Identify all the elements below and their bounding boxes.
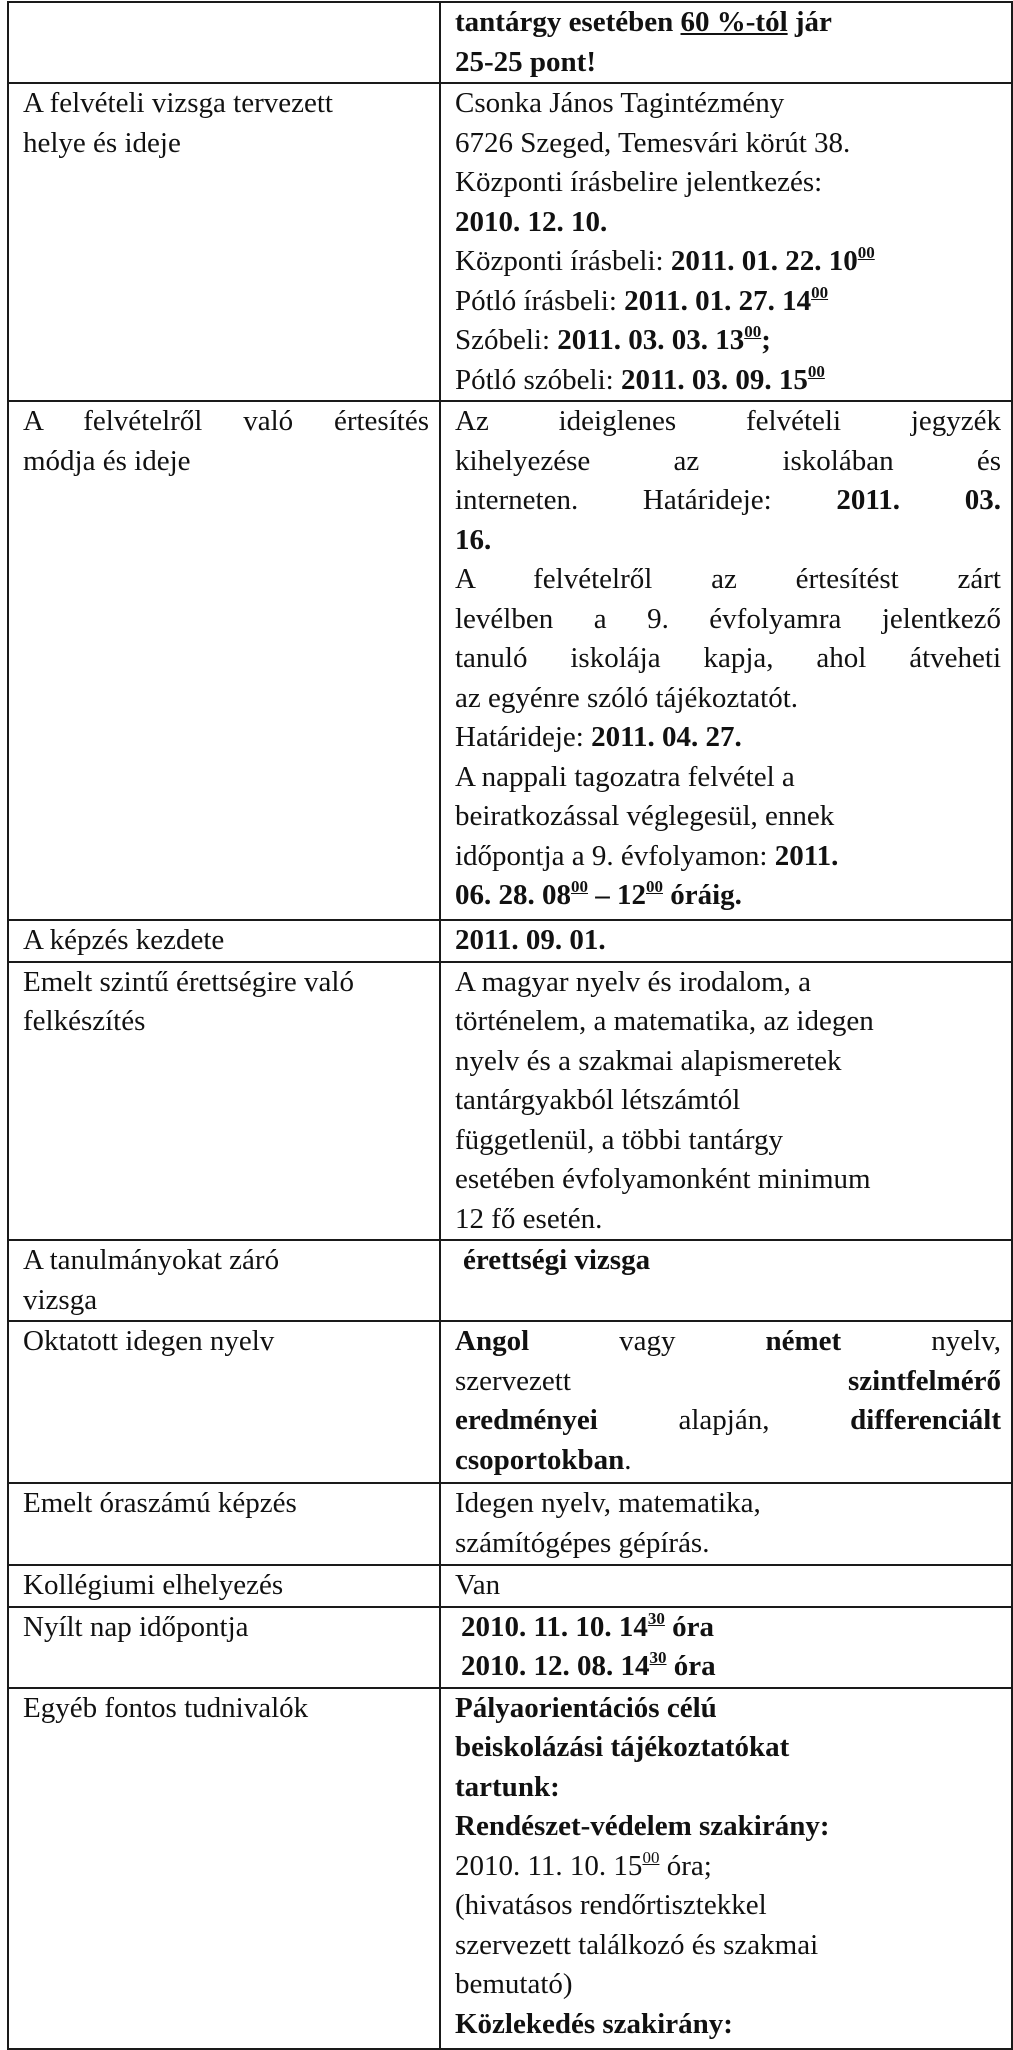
label-cell <box>8 1321 440 1483</box>
value-line: szervezett szintfelmérő <box>455 1364 1001 1397</box>
value-line: Angol vagy német nyelv, <box>455 1325 1001 1357</box>
continuation-line-2: 25-25 pont! <box>455 45 596 78</box>
value-line: bemutató) <box>455 1968 573 2000</box>
label-cell <box>8 962 440 1241</box>
value-line: függetlenül, a többi tantárgy <box>455 1123 784 1156</box>
value-cell <box>440 920 1012 962</box>
value-line: 06. 28. $08^{00} - 12^{00}$ óráig. <box>455 877 742 911</box>
label-line: helye és ideje <box>23 126 181 159</box>
value-line: 12 fő esetén. <box>455 1202 603 1235</box>
table-row <box>8 401 1012 920</box>
value-line: kihelyezése az iskolában és <box>455 444 1001 477</box>
label-cell <box>8 1240 440 1321</box>
value-line: interneten. Határideje: 2011. 03. <box>455 484 1001 516</box>
value-line: Közlekedés szakirány: <box>455 2007 733 2040</box>
value-line: Pótló írásbeli: 2011. 01. 27. $14^{00}$ <box>455 282 829 317</box>
label-cell <box>8 1688 440 2049</box>
value-cell <box>440 2 1012 83</box>
value-line: Szóbeli: 2011. 03. 03. $13^{00}$; <box>455 322 771 356</box>
table-row <box>8 1321 1012 1483</box>
value-line: 2010. 12. 10. <box>455 205 608 238</box>
value-line: tanuló iskolája kapja, ahol átveheti <box>455 642 1001 674</box>
value-line: Pályaorientációs célú <box>455 1691 717 1724</box>
label-line: módja és ideje <box>23 444 191 477</box>
value-line: Idegen nyelv, matematika, <box>455 1487 761 1519</box>
table-row <box>8 2 1012 83</box>
table-row <box>8 920 1012 962</box>
table-row <box>8 1240 1012 1321</box>
label-cell <box>8 1565 440 1607</box>
table-row <box>8 962 1012 1241</box>
info-table <box>7 1 1013 2050</box>
value-line: Pótló szóbeli: 2011. 03. 09. $15^{00}$ <box>455 361 825 396</box>
label-cell <box>8 2 440 83</box>
label-line: Emelt szintű érettségire való <box>23 965 354 998</box>
value-line: időpontja a 9. évfolyamon: 2011. <box>455 839 839 872</box>
value-cell <box>440 1240 1012 1321</box>
label-cell <box>8 1483 440 1565</box>
label-line: Oktatott idegen nyelv <box>23 1325 275 1357</box>
value-cell <box>440 401 1012 920</box>
value-cell <box>440 1483 1012 1565</box>
value-line: 2011. 09. 01. <box>455 924 606 956</box>
value-line: 16. <box>455 523 492 556</box>
value-line: számítógépes gépírás. <box>455 1526 710 1559</box>
value-line: beiskolázási tájékoztatókat <box>455 1731 790 1763</box>
table-row <box>8 83 1012 401</box>
value-line: tartunk: <box>455 1770 560 1803</box>
value-line: beiratkozással véglegesül, ennek <box>455 800 835 832</box>
label-line: Emelt óraszámú képzés <box>23 1487 297 1519</box>
label-cell <box>8 920 440 962</box>
table-row <box>8 1607 1012 1688</box>
label-line: Kollégiumi elhelyezés <box>23 1569 284 1601</box>
value-line: A felvételről az értesítést zárt <box>455 563 1001 595</box>
table-row <box>8 1565 1012 1607</box>
value-line: nyelv és a szakmai alapismeretek <box>455 1044 842 1077</box>
label-line: A felvételi vizsga tervezett <box>23 87 333 119</box>
value-cell <box>440 83 1012 401</box>
value-line: 6726 Szeged, Temesvári körút 38. <box>455 126 851 159</box>
value-line: csoportokban. <box>455 1443 632 1476</box>
value-line: Központi írásbelire jelentkezés: <box>455 166 823 198</box>
value-line: Csonka János Tagintézmény <box>455 87 785 119</box>
label-line: A képzés kezdete <box>23 924 225 956</box>
value-line: tantárgyakból létszámtól <box>455 1084 741 1116</box>
label-cell <box>8 401 440 920</box>
value-cell <box>440 1688 1012 2049</box>
value-cell <box>440 962 1012 1241</box>
value-line: 2010. 11. 10. $15^{00}$ óra; <box>455 1847 712 1882</box>
label-line: Nyílt nap időpontja <box>23 1610 249 1643</box>
value-cell <box>440 1607 1012 1688</box>
value-line: Van <box>455 1569 501 1601</box>
table-row <box>8 1688 1012 2049</box>
label-cell <box>8 1607 440 1688</box>
value-line: szervezett találkozó és szakmai <box>455 1928 819 1961</box>
value-line: történelem, a matematika, az idegen <box>455 1005 874 1037</box>
value-line: Az ideiglenes felvételi jegyzék <box>455 405 1001 437</box>
continuation-line-1: tantárgy esetében 60 %-tól jár <box>455 6 832 38</box>
value-line: 2010. 11. 10. $14^{30}$ óra <box>461 1608 715 1643</box>
value-line: levélben a 9. évfolyamra jelentkező <box>455 602 1001 635</box>
value-line: (hivatásos rendőrtisztekkel <box>455 1889 767 1921</box>
value-line: érettségi vizsga <box>463 1244 651 1276</box>
value-line: Központi írásbeli: 2011. 01. 22. $10^{00}$ <box>455 243 875 277</box>
label-line: A felvételről való értesítés <box>23 405 429 437</box>
label-line: vizsga <box>23 1283 98 1316</box>
label-line: felkészítés <box>23 1005 146 1037</box>
value-line: Rendészet-védelem szakirány: <box>455 1810 830 1842</box>
value-line: esetében évfolyamonként minimum <box>455 1163 871 1195</box>
label-line: Egyéb fontos tudnivalók <box>23 1691 309 1724</box>
label-line: A tanulmányokat záró <box>23 1244 280 1276</box>
value-line: A nappali tagozatra felvétel a <box>455 760 795 793</box>
value-line: az egyénre szóló tájékoztatót. <box>455 681 799 714</box>
value-cell <box>440 1321 1012 1483</box>
value-cell <box>440 1565 1012 1607</box>
label-cell <box>8 83 440 401</box>
value-line: eredményei alapján, differenciált <box>455 1404 1002 1436</box>
table-row <box>8 1483 1012 1565</box>
value-line: A magyar nyelv és irodalom, a <box>455 965 811 998</box>
value-line: 2010. 12. 08. $14^{30}$ óra <box>461 1648 716 1682</box>
value-line: Határideje: 2011. 04. 27. <box>455 721 742 753</box>
